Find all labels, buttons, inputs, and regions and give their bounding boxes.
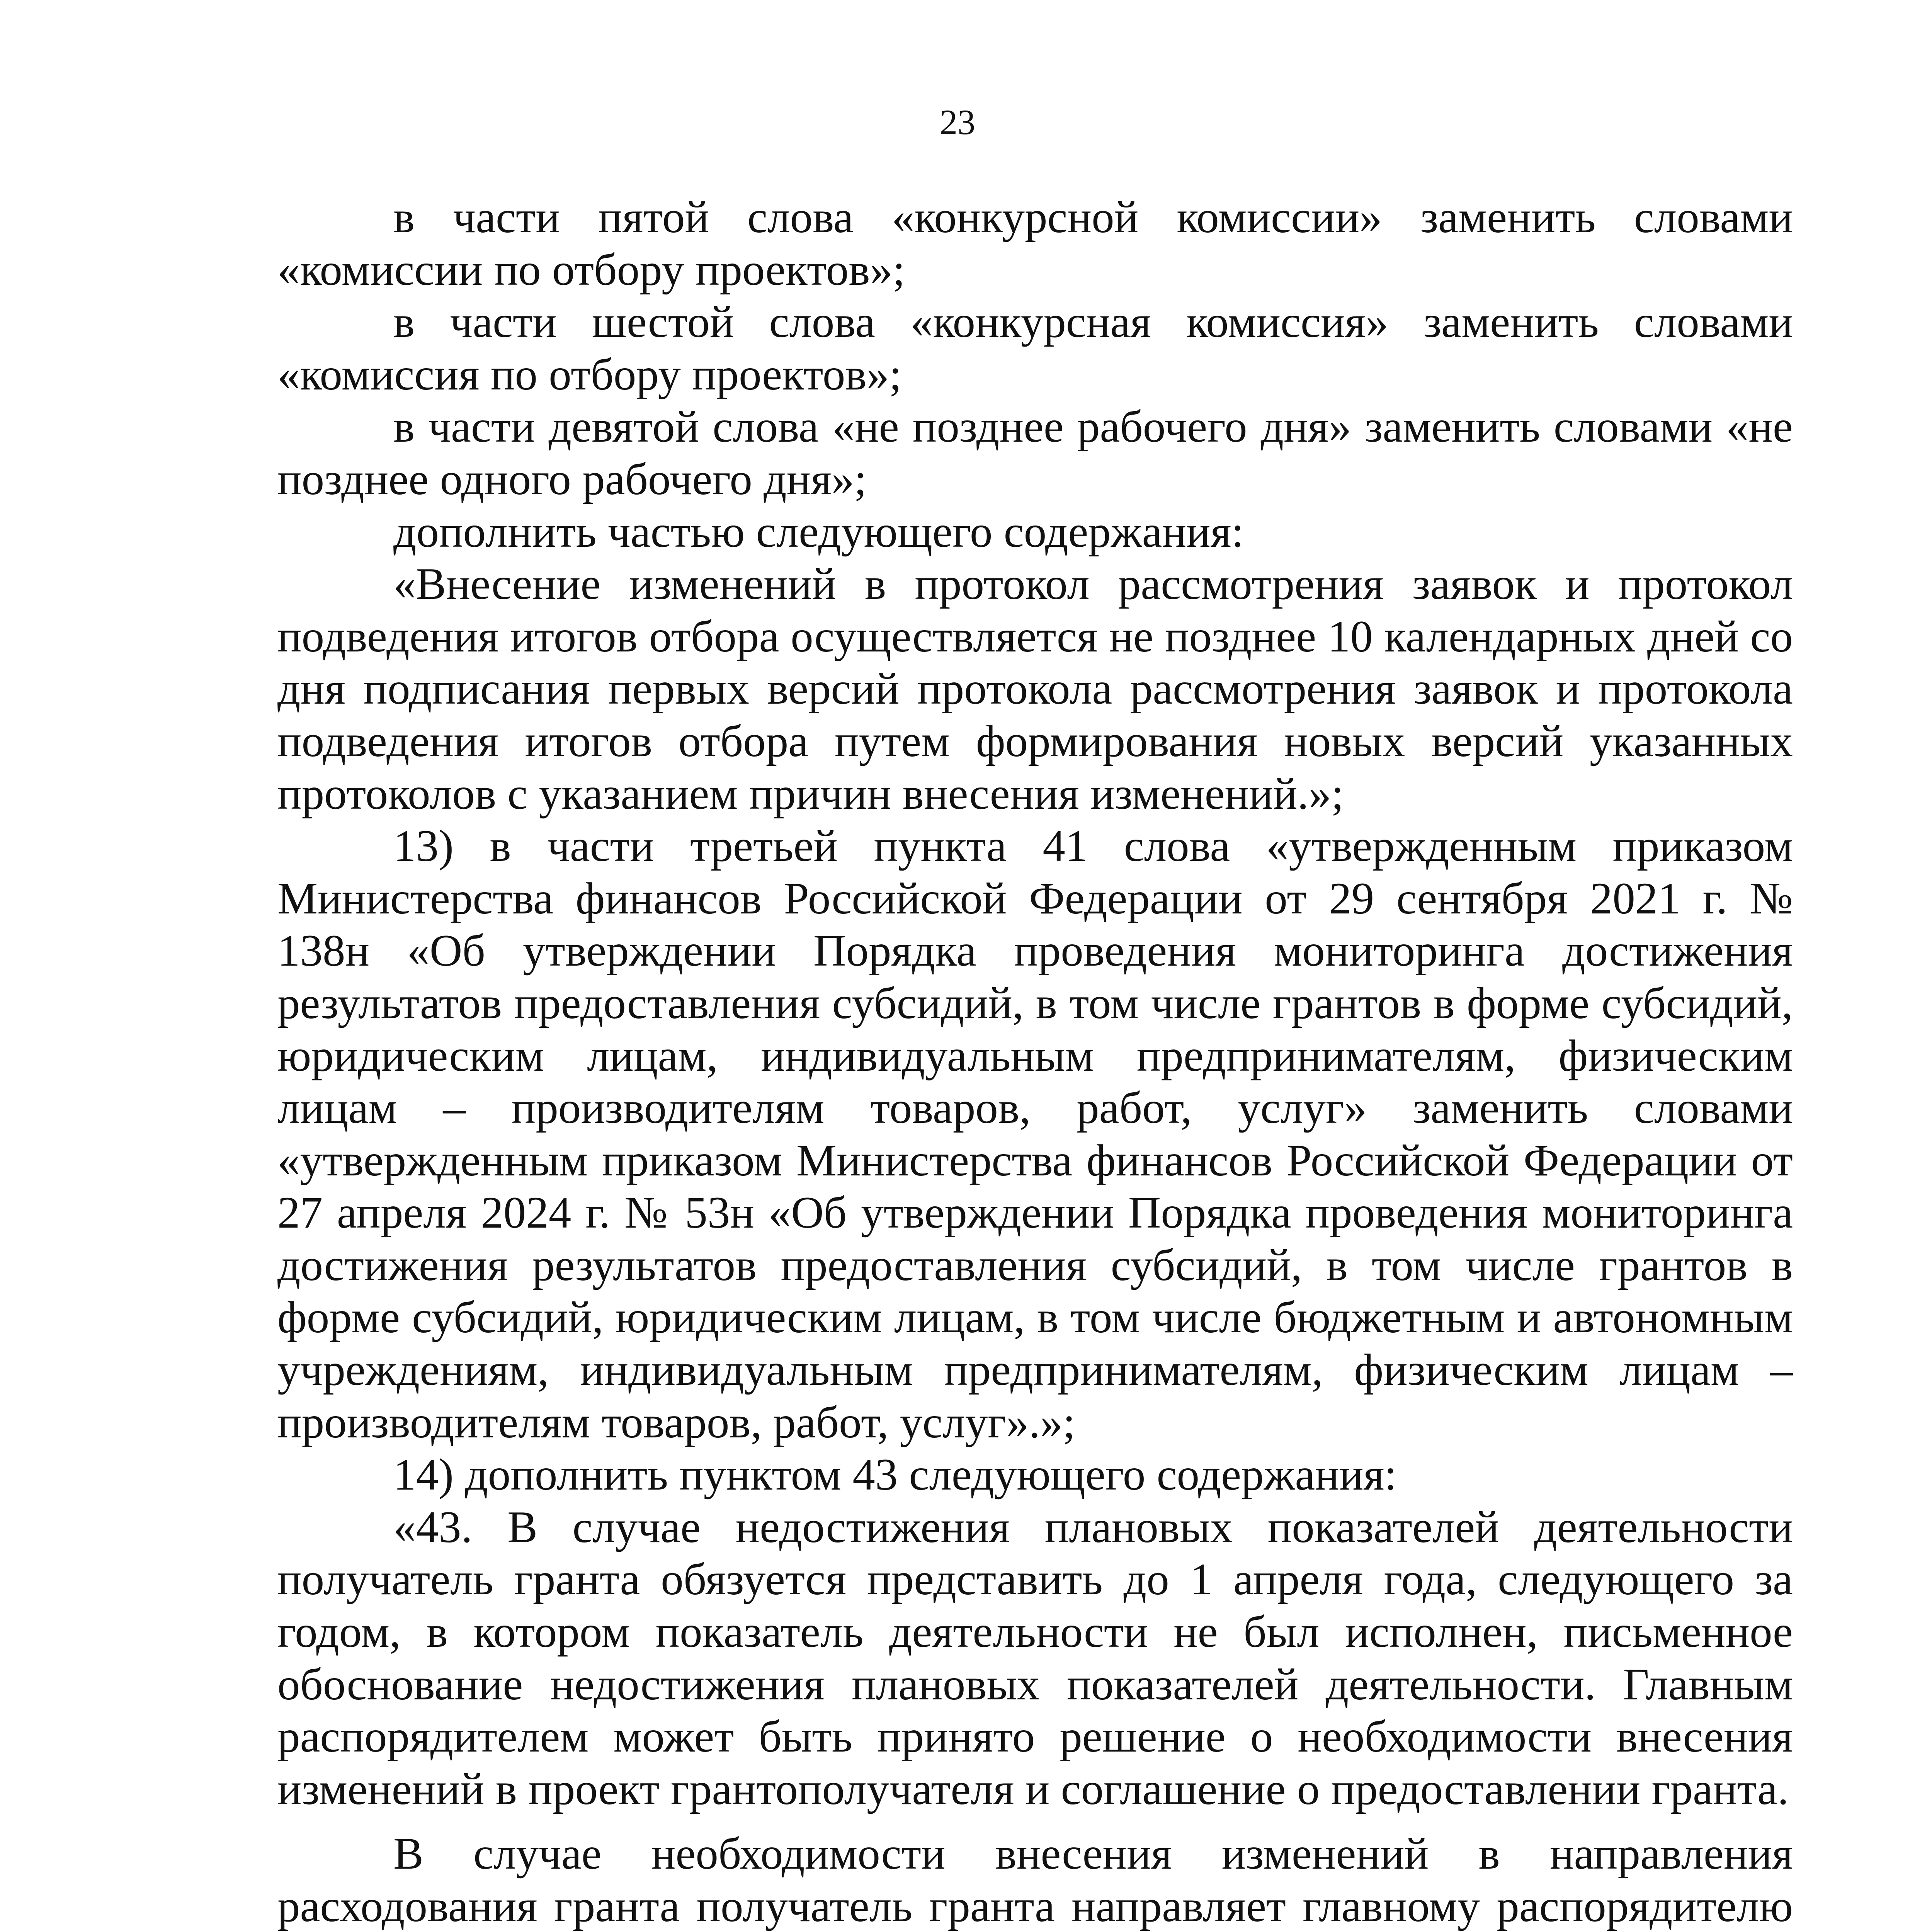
- paragraph: в части пятой слова «конкурсной комиссии» заменить словами «комиссии по отбору проектов»;: [277, 192, 1793, 295]
- paragraph: «Внесение изменений в протокол рассмотрения заявок и протокол подведения итогов отбора осуществляется не позднее 10 календарных дней со дня подписания первых версий протокола рассмотрения заявок и протокола подведения итогов отбора путем формирования новых версий указанных протоколов с указанием причин внесения изменений.»;: [277, 559, 1793, 819]
- paragraph: В случае необходимости внесения изменений в направления расходования гранта получатель гранта направляет главному распорядителю: [277, 1829, 1793, 1931]
- paragraph: в части шестой слова «конкурсная комиссия» заменить словами «комиссия по отбору проектов»;: [277, 297, 1793, 400]
- paragraph: дополнить частью следующего содержания:: [393, 507, 1244, 557]
- paragraph: в части девятой слова «не позднее рабочего дня» заменить словами «не позднее одного рабочего дня»;: [277, 402, 1793, 504]
- page-number: 23: [940, 102, 975, 142]
- paragraph: «43. В случае недостижения плановых показателей деятельности получатель гранта обязуется представить до 1 апреля года, следующего за годом, в котором показатель деятельности не был исполнен, письменное обоснование недостижения плановых показателей деятельности. Главным распорядителем может быть принято решение о необходимости внесения изменений в проект грантополучателя и соглашение о предоставлении гранта.: [277, 1502, 1793, 1814]
- document-body: [277, 191, 1793, 1932]
- paragraph: 13) в части третьей пункта 41 слова «утвержденным приказом Министерства финансов Российской Федерации от 29 сентября 2021 г. № 138н «Об утверждении Порядка проведения мониторинга достижения результатов предоставления субсидий, в том числе грантов в форме субсидий, юридическим лицам, индивидуальным предпринимателям, физическим лицам – производителям товаров, работ, услуг» заменить словами «утвержденным приказом Министерства финансов Российской Федерации от 27 апреля 2024 г. № 53н «Об утверждении Порядка проведения мониторинга достижения результатов предоставления субсидий, в том числе грантов в форме субсидий, юридическим лицам, в том числе бюджетным и автономным учреждениям, индивидуальным предпринимателям, физическим лицам – производителям товаров, работ, услуг».»;: [277, 821, 1793, 1447]
- paragraph: 14) дополнить пунктом 43 следующего содержания:: [393, 1450, 1397, 1500]
